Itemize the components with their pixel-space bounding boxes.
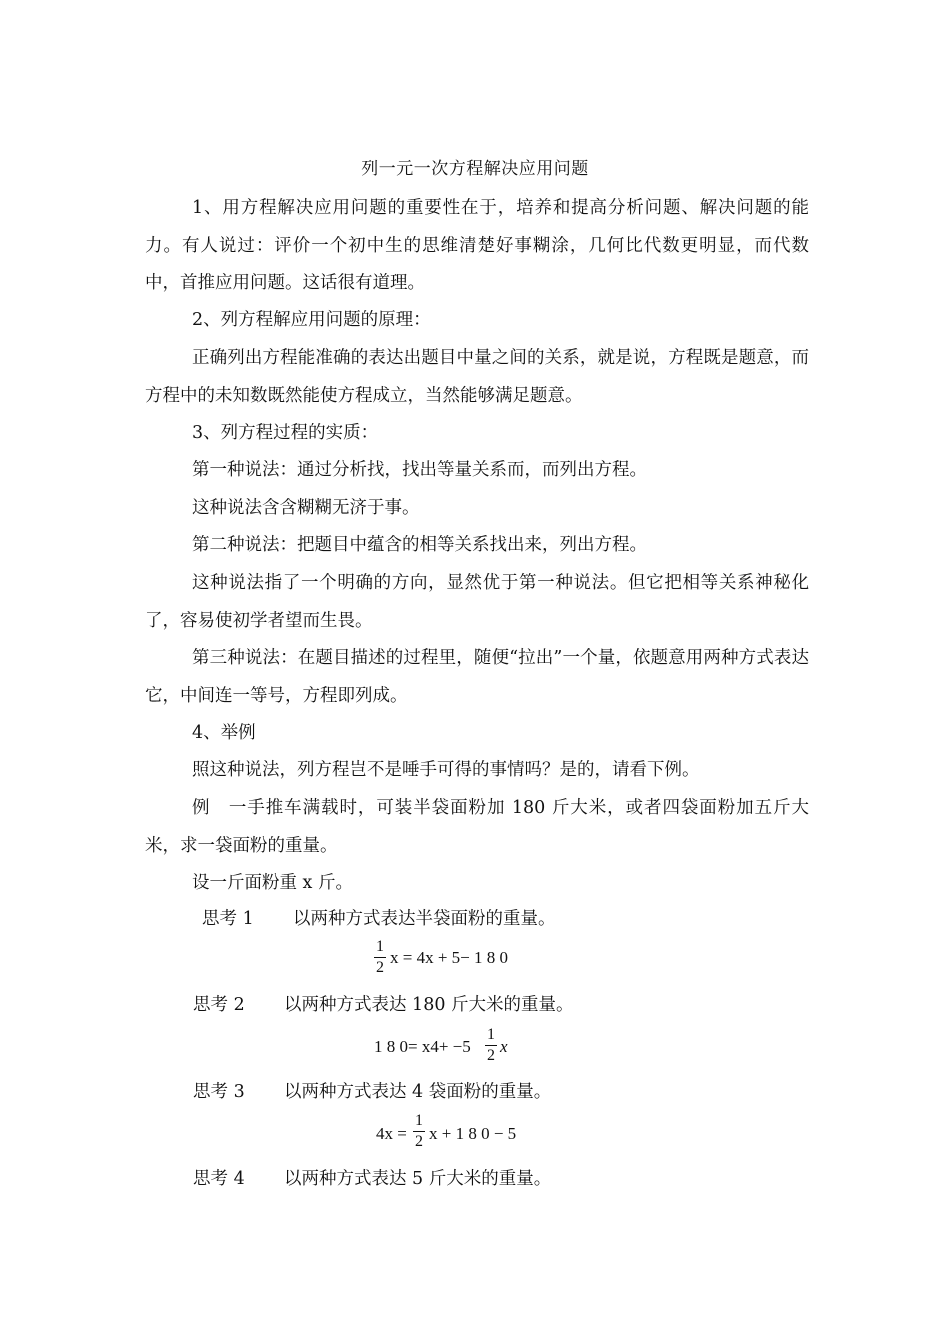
paragraph-second-view-comment: 这种说法指了一个明确的方向，显然优于第一种说法。但它把相等关系神秘化了，容易使初学者望而生畏。 [145, 573, 809, 631]
paragraph-importance: 1、用方程解决应用问题的重要性在于，培养和提高分析问题、解决问题的能力。有人说过：评价一个初中生的思维清楚好事糊涂，几何比代数更明显，而代数中，首推应用问题。这话很有道理。 [145, 198, 809, 293]
formula-2-expression: 1 8 0= x4+ −5 [374, 1037, 471, 1056]
formula-2-variable: x [500, 1037, 508, 1056]
paragraph-third-view: 第三种说法：在题目描述的过程里，随便“拉出”一个量，依题意用两种方式表达它，中间连一等号，方程即列成。 [145, 648, 809, 706]
fraction-bar [485, 1045, 497, 1046]
fraction-bar [374, 957, 386, 958]
formula-3-numerator: 1 [415, 1112, 423, 1129]
document-title: 列一元一次方程解决应用问题 [361, 159, 589, 179]
formula-1-denominator: 2 [376, 959, 384, 976]
think-2-text: 以两种方式表达 180 斤大米的重量。 [284, 995, 574, 1015]
formula-1-fraction [373, 938, 387, 977]
paragraph-example-problem: 例 一手推车满载时，可装半袋面粉加 180 斤大米，或者四袋面粉加五斤大米，求一袋面粉的重量。 [145, 798, 809, 856]
paragraph-example-intro: 照这种说法，列方程岂不是唾手可得的事情吗？是的，请看下例。 [192, 760, 700, 780]
fraction-bar [413, 1131, 425, 1132]
formula-1-numerator: 1 [376, 938, 384, 955]
think-3-text: 以两种方式表达 4 袋面粉的重量。 [284, 1082, 552, 1102]
paragraph-principle-body: 正确列出方程能准确的表达出题目中量之间的关系，就是说，方程既是题意，而方程中的未知数既然能使方程成立，当然能够满足题意。 [145, 348, 809, 406]
paragraph-let-variable: 设一斤面粉重 x 斤。 [192, 873, 353, 893]
paragraph-principle-heading: 2、列方程解应用问题的原理： [192, 310, 431, 330]
formula-2-denominator: 2 [487, 1047, 495, 1064]
paragraph-essence-heading: 3、列方程过程的实质： [192, 423, 379, 443]
formula-3-left: 4x = [376, 1124, 407, 1143]
think-3-label: 思考 3 [193, 1082, 245, 1102]
think-4-text: 以两种方式表达 5 斤大米的重量。 [284, 1169, 552, 1189]
paragraph-example-heading: 4、举例 [192, 723, 256, 743]
paragraph-first-view: 第一种说法：通过分析找，找出等量关系而，而列出方程。 [192, 460, 647, 480]
think-4-label: 思考 4 [193, 1169, 245, 1189]
think-1-label: 思考 1 [202, 909, 254, 929]
formula-2-numerator: 1 [487, 1026, 495, 1043]
formula-1-expression: x = 4x + 5− 1 8 0 [390, 948, 509, 967]
think-1-text: 以两种方式表达半袋面粉的重量。 [293, 909, 556, 929]
formula-3-fraction [412, 1112, 426, 1151]
think-2-label: 思考 2 [193, 995, 245, 1015]
paragraph-first-view-comment: 这种说法含含糊糊无济于事。 [192, 498, 420, 518]
formula-3-right: x + 1 8 0 − 5 [429, 1124, 517, 1143]
formula-3-denominator: 2 [415, 1133, 423, 1150]
formula-2-fraction [484, 1026, 498, 1065]
paragraph-second-view: 第二种说法：把题目中蕴含的相等关系找出来，列出方程。 [192, 535, 647, 555]
